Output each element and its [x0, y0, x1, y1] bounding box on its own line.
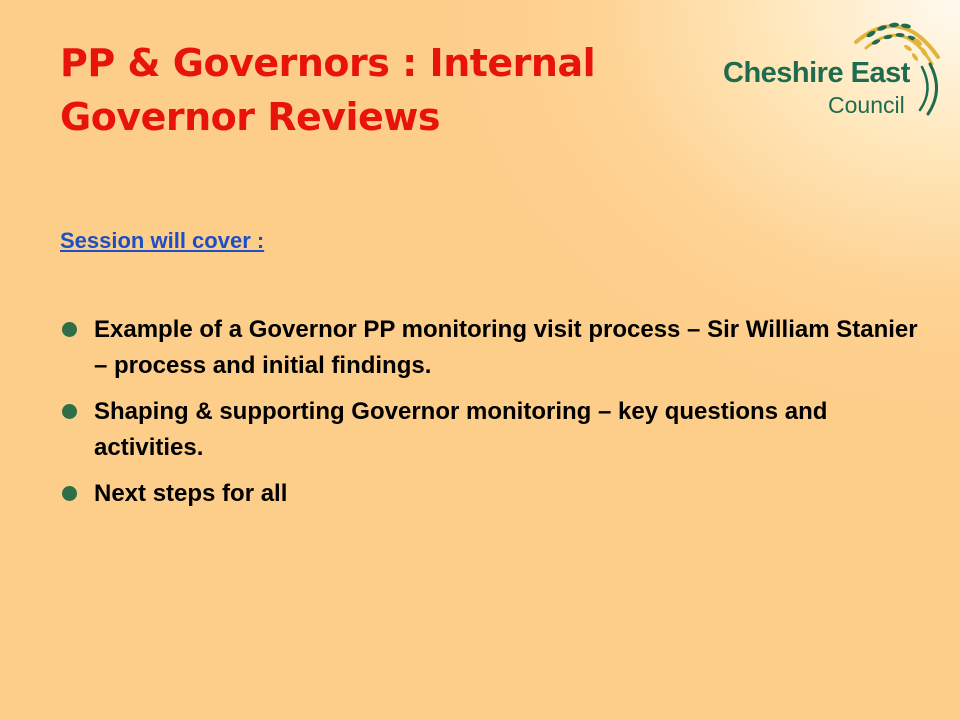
bullet-item [60, 394, 920, 466]
slide-title-line2: Governor Reviews [60, 95, 441, 139]
cheshire-east-logo [716, 12, 948, 122]
bullet-list [60, 312, 920, 522]
logo-text-cheshire-east: Cheshire East [723, 57, 910, 89]
bullet-text: Example of a Governor PP monitoring visit process – Sir William Stanier – process and initial findings. [94, 316, 918, 379]
bullet-text: Shaping & supporting Governor monitoring – key questions and activities. [94, 398, 828, 461]
logo-text-council: Council [828, 92, 905, 118]
slide-title [60, 36, 660, 144]
bullet-dot-icon [62, 404, 77, 419]
bullet-dot-icon [62, 322, 77, 337]
slide-title-line1: PP & Governors : Internal [60, 41, 596, 85]
bullet-item [60, 312, 920, 384]
bullet-item [60, 476, 920, 512]
session-heading-link[interactable]: Session will cover : [60, 228, 265, 253]
bullet-dot-icon [62, 486, 77, 501]
bullet-text: Next steps for all [94, 480, 288, 507]
